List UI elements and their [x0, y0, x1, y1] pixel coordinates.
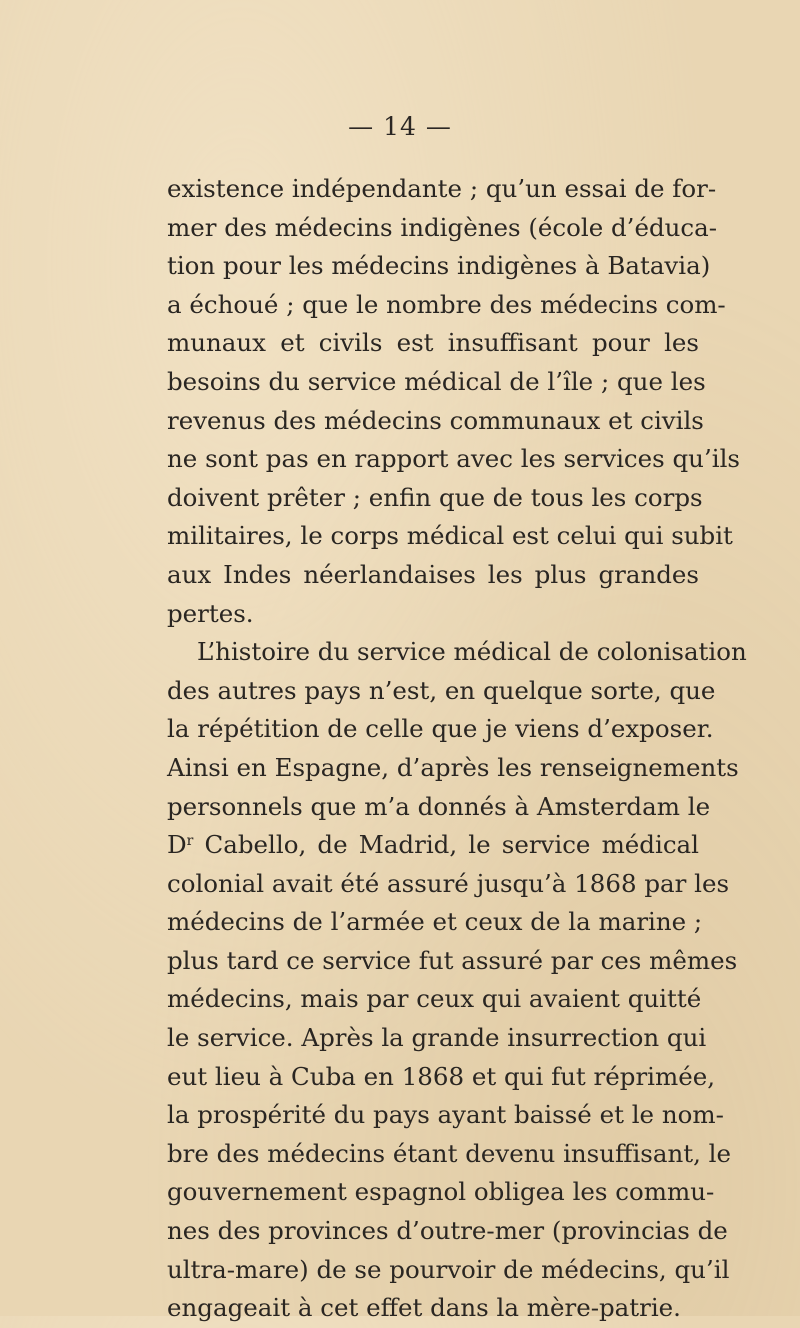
text-line: Ainsi en Espagne, d’après les renseignements: [167, 752, 739, 782]
text-line: la prospérité du pays ayant baissé et le nom-: [167, 1100, 724, 1130]
text-line: plus tard ce service fut assuré par ces mêmes: [167, 945, 738, 975]
text-line: munaux et civils est insuffisant pour les: [167, 328, 699, 358]
text-line: mer des médecins indigènes (école d’éduca-: [167, 212, 718, 242]
text-line: personnels que m’a donnés à Amsterdam le: [167, 791, 711, 821]
text-line: besoins du service médical de l’île ; que les: [167, 366, 706, 396]
text-line: engageait à cet effet dans la mère-patrie.: [167, 1293, 681, 1323]
text-line: colonial avait été assuré jusqu’à 1868 par les: [167, 868, 730, 898]
text-line: des autres pays n’est, en quelque sorte, que: [167, 675, 716, 705]
text-line: médecins, mais par ceux qui avaient quitté: [167, 984, 702, 1014]
text-line: bre des médecins étant devenu insuffisant, le: [167, 1138, 731, 1168]
body-text: [167, 170, 747, 1328]
doctor-abbreviation: $D^r$: [167, 830, 194, 860]
paragraph-first-line: L’histoire du service médical de colonisation: [197, 637, 747, 667]
text-line: ultra-mare) de se pourvoir de médecins, qu’il: [167, 1254, 730, 1284]
text-line: existence indépendante ; qu’un essai de for-: [167, 174, 717, 203]
text-line: tion pour les médecins indigènes à Batavia): [167, 251, 711, 281]
text-line: eut lieu à Cuba en 1868 et qui fut réprimée,: [167, 1061, 716, 1091]
page-number: — 14 —: [348, 112, 452, 141]
text-line: aux Indes néerlandaises les plus grandes: [167, 559, 699, 589]
text-line-doctor: [167, 826, 699, 865]
text-line: le service. Après la grande insurrection qui: [167, 1023, 707, 1053]
text-line: militaires, le corps médical est celui qui subit: [167, 521, 733, 551]
text-line: doivent prêter ; enfin que de tous les corps: [167, 482, 703, 512]
text-line: médecins de l’armée et ceux de la marine ;: [167, 907, 703, 937]
text-line: nes des provinces d’outre-mer (provincias de: [167, 1216, 728, 1246]
text-line: la répétition de celle que je viens d’exposer.: [167, 714, 714, 744]
text-line: gouvernement espagnol obligea les commu-: [167, 1177, 715, 1207]
text-line: ne sont pas en rapport avec les services qu’ils: [167, 444, 740, 474]
doctor-line-rest: Cabello, de Madrid, le service médical: [193, 830, 699, 860]
text-line: pertes.: [167, 598, 254, 628]
text-line: revenus des médecins communaux et civils: [167, 405, 704, 435]
text-line: a échoué ; que le nombre des médecins com-: [167, 289, 726, 319]
